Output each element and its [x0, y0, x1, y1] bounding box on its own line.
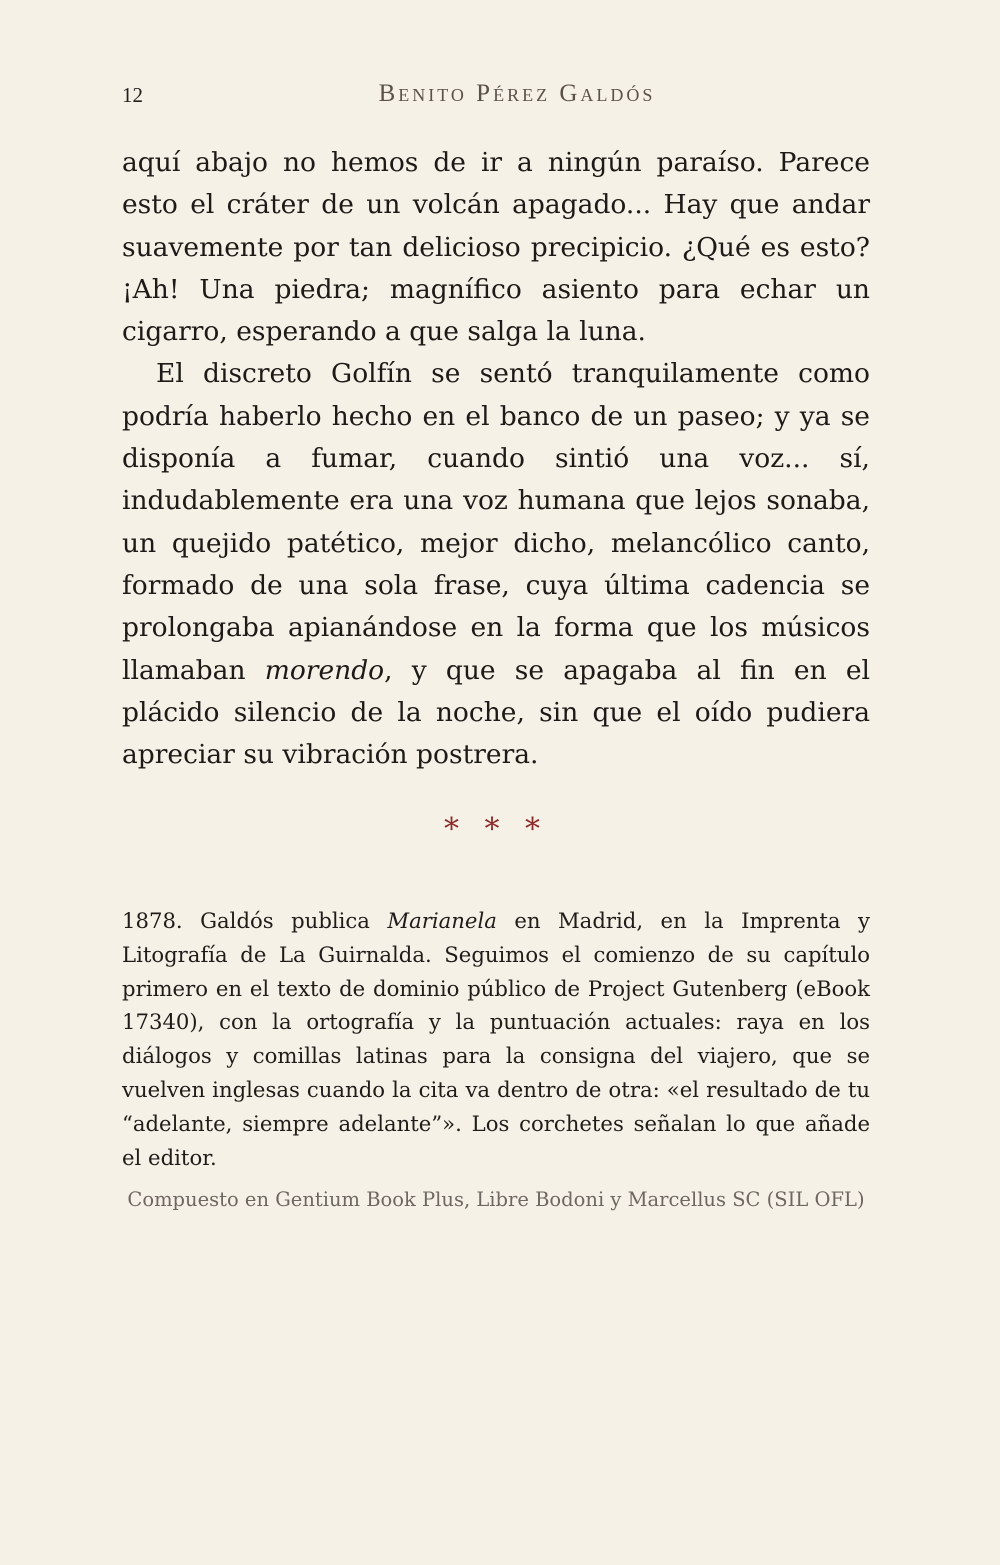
- colophon: Compuesto en Gentium Book Plus, Libre Bodoni y Marcellus SC (SIL OFL): [127, 1188, 865, 1211]
- paragraph-2-italic: morendo: [264, 654, 385, 686]
- body-text: [122, 142, 870, 776]
- paragraph-2-text-b: , y que se apagaba al fin en el plácido silencio de la noche, sin que el oído pudiera apreciar su vibración postrera.: [122, 654, 870, 771]
- running-title: [122, 80, 870, 108]
- running-title-text: Benito Pérez Galdós: [378, 80, 656, 107]
- page-number: 12: [122, 83, 143, 107]
- paragraph-2: [122, 353, 870, 776]
- paragraph-1: aquí abajo no hemos de ir a ningún paraíso. Parece esto el cráter de un volcán apagado... Hay que andar suavemente por tan delicioso precipicio. ¿Qué es esto? ¡Ah! Una piedra; magnífico asiento para echar un cigarro, esperando a que salga la luna.: [122, 147, 870, 348]
- section-break-ornament: * * *: [443, 812, 549, 847]
- paragraph-2-text-a: El discreto Golfín se sentó tranquilamente como podría haberlo hecho en el banco de un paseo; y ya se disponía a fumar, cuando sintió una voz... sí, indudablemente era una voz humana que lejos sonaba, un quejido patético, mejor dicho, melancólico canto, formado de una sola frase, cuya última cadencia se prolongaba apianándose en la forma que los músicos llamaban: [122, 358, 870, 686]
- note-text-b: en Madrid, en la Imprenta y Litografía de La Guirnalda. Seguimos el comienzo de su capítulo primero en el texto de dominio público de Project Gutenberg (eBook 17340), con la ortografía y la puntuación actuales: raya en los diálogos y comillas latinas para la consigna del viajero, que se vuelven inglesas cuando la cita va dentro de otra: «el resultado de tu “adelante, siempre adelante”». Los corchetes señalan lo que añade el editor.: [122, 908, 870, 1170]
- note-italic: Marianela: [387, 908, 497, 933]
- running-head: [122, 80, 870, 110]
- editorial-note-paragraph: [122, 904, 870, 1174]
- editorial-note: [122, 904, 870, 1174]
- note-text-a: 1878. Galdós publica: [122, 908, 388, 933]
